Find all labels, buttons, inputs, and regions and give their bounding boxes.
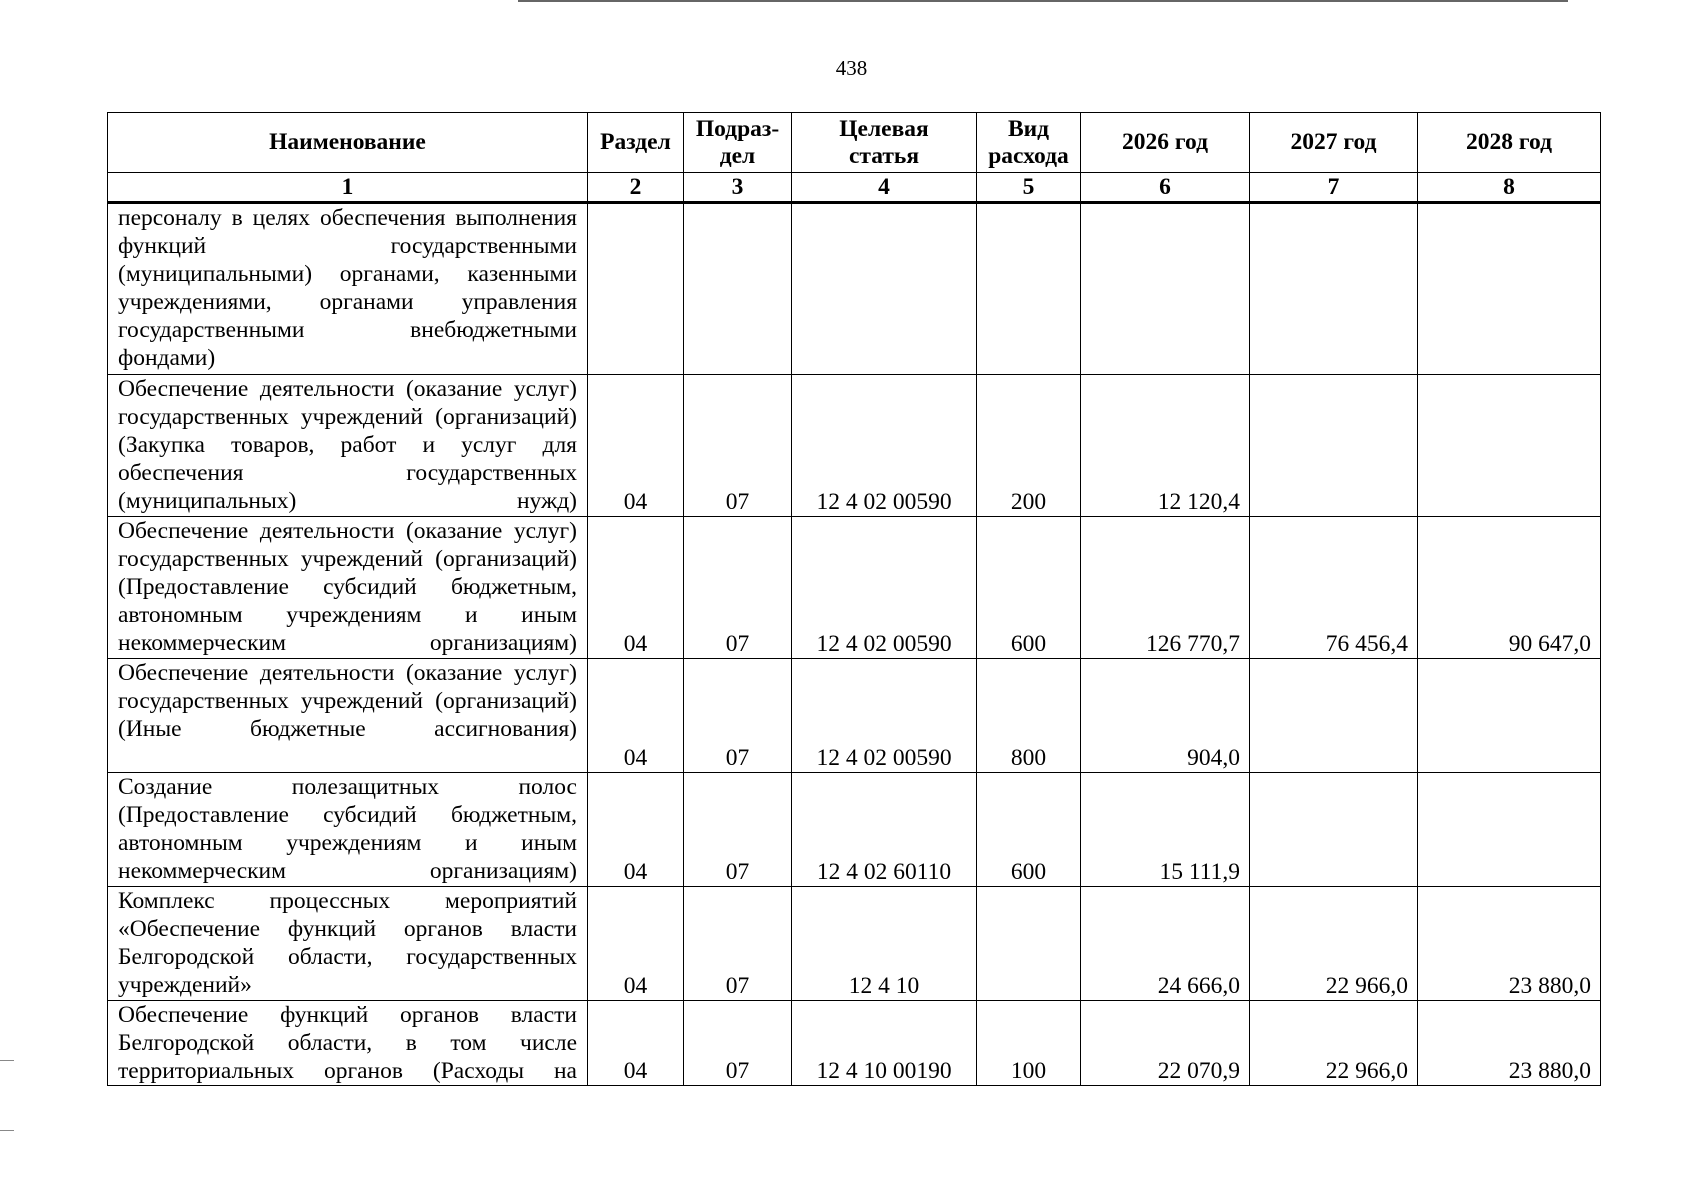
- row-target: 12 4 10: [792, 887, 977, 1001]
- row-2027: [1250, 203, 1418, 375]
- row-subsection: 07: [684, 887, 792, 1001]
- row-expense-type: [977, 887, 1081, 1001]
- row-2028: [1418, 773, 1601, 887]
- left-margin-mark: [0, 1060, 14, 1061]
- row-name: Создание полезащитных полос (Предоставление субсидий бюджетным, автономным учреждениям и иным некоммерческим организациям): [108, 773, 588, 887]
- row-2027: [1250, 375, 1418, 517]
- left-margin-mark: [0, 1130, 14, 1131]
- header-2026: 2026 год: [1081, 113, 1250, 173]
- table-row: [108, 887, 1601, 1001]
- row-2026: 126 770,7: [1081, 517, 1250, 659]
- row-subsection: 07: [684, 1001, 792, 1086]
- row-subsection: [684, 203, 792, 375]
- row-section: 04: [588, 517, 684, 659]
- header-name: Наименование: [108, 113, 588, 173]
- row-name: Обеспечение функций органов власти Белгородской области, в том числе территориальных органов (Расходы на: [108, 1001, 588, 1086]
- row-target: 12 4 10 00190: [792, 1001, 977, 1086]
- table-row: [108, 203, 1601, 375]
- row-subsection: 07: [684, 375, 792, 517]
- row-2026: [1081, 203, 1250, 375]
- row-target: 12 4 02 00590: [792, 517, 977, 659]
- header-subsection: Подраз- дел: [684, 113, 792, 173]
- table-row: [108, 517, 1601, 659]
- row-target: 12 4 02 00590: [792, 375, 977, 517]
- row-2027: 22 966,0: [1250, 887, 1418, 1001]
- row-subsection: 07: [684, 517, 792, 659]
- column-number: 8: [1418, 173, 1601, 203]
- row-name: Обеспечение деятельности (оказание услуг) государственных учреждений (организаций) (Иные бюджетные ассигнования): [108, 659, 588, 773]
- header-expense-type: Вид расхода: [977, 113, 1081, 173]
- table-row: [108, 1001, 1601, 1086]
- row-2028: [1418, 659, 1601, 773]
- row-section: 04: [588, 1001, 684, 1086]
- row-expense-type: 200: [977, 375, 1081, 517]
- row-2027: 22 966,0: [1250, 1001, 1418, 1086]
- top-scan-rule: [518, 0, 1568, 2]
- row-2027: [1250, 659, 1418, 773]
- table-row: [108, 375, 1601, 517]
- row-2026: 24 666,0: [1081, 887, 1250, 1001]
- row-2028: [1418, 375, 1601, 517]
- row-section: [588, 203, 684, 375]
- row-expense-type: 600: [977, 517, 1081, 659]
- budget-table: [107, 112, 1601, 1086]
- row-section: 04: [588, 887, 684, 1001]
- row-section: 04: [588, 659, 684, 773]
- row-name: персоналу в целях обеспечения выполнения функций государственными (муниципальными) органами, казенными учреждениями, органами управления государственными внебюджетными фондами): [108, 203, 588, 375]
- row-subsection: 07: [684, 659, 792, 773]
- row-2028: 23 880,0: [1418, 887, 1601, 1001]
- row-2027: 76 456,4: [1250, 517, 1418, 659]
- row-name: Обеспечение деятельности (оказание услуг) государственных учреждений (организаций) (Предоставление субсидий бюджетным, автономным учреждениям и иным некоммерческим организациям): [108, 517, 588, 659]
- row-section: 04: [588, 375, 684, 517]
- column-number: 7: [1250, 173, 1418, 203]
- header-2028: 2028 год: [1418, 113, 1601, 173]
- header-section: Раздел: [588, 113, 684, 173]
- row-section: 04: [588, 773, 684, 887]
- row-target: 12 4 02 00590: [792, 659, 977, 773]
- table-row: [108, 659, 1601, 773]
- row-2028: 90 647,0: [1418, 517, 1601, 659]
- row-2026: 22 070,9: [1081, 1001, 1250, 1086]
- header-target: Целевая статья: [792, 113, 977, 173]
- row-target: 12 4 02 60110: [792, 773, 977, 887]
- row-2026: 904,0: [1081, 659, 1250, 773]
- row-target: [792, 203, 977, 375]
- row-2028: 23 880,0: [1418, 1001, 1601, 1086]
- column-number-row: [108, 173, 1601, 203]
- column-number: 6: [1081, 173, 1250, 203]
- row-2026: 12 120,4: [1081, 375, 1250, 517]
- row-expense-type: 600: [977, 773, 1081, 887]
- header-2027: 2027 год: [1250, 113, 1418, 173]
- row-expense-type: [977, 203, 1081, 375]
- table-header-row: [108, 113, 1601, 173]
- row-2026: 15 111,9: [1081, 773, 1250, 887]
- row-subsection: 07: [684, 773, 792, 887]
- row-2028: [1418, 203, 1601, 375]
- column-number: 5: [977, 173, 1081, 203]
- row-name: Обеспечение деятельности (оказание услуг) государственных учреждений (организаций) (Закупка товаров, работ и услуг для обеспечения государственных (муниципальных) нужд): [108, 375, 588, 517]
- row-name: Комплекс процессных мероприятий «Обеспечение функций органов власти Белгородской области, государственных учреждений»: [108, 887, 588, 1001]
- column-number: 2: [588, 173, 684, 203]
- table-row: [108, 773, 1601, 887]
- column-number: 4: [792, 173, 977, 203]
- column-number: 1: [108, 173, 588, 203]
- row-2027: [1250, 773, 1418, 887]
- row-expense-type: 800: [977, 659, 1081, 773]
- column-number: 3: [684, 173, 792, 203]
- page-number: 438: [835, 56, 868, 80]
- row-expense-type: 100: [977, 1001, 1081, 1086]
